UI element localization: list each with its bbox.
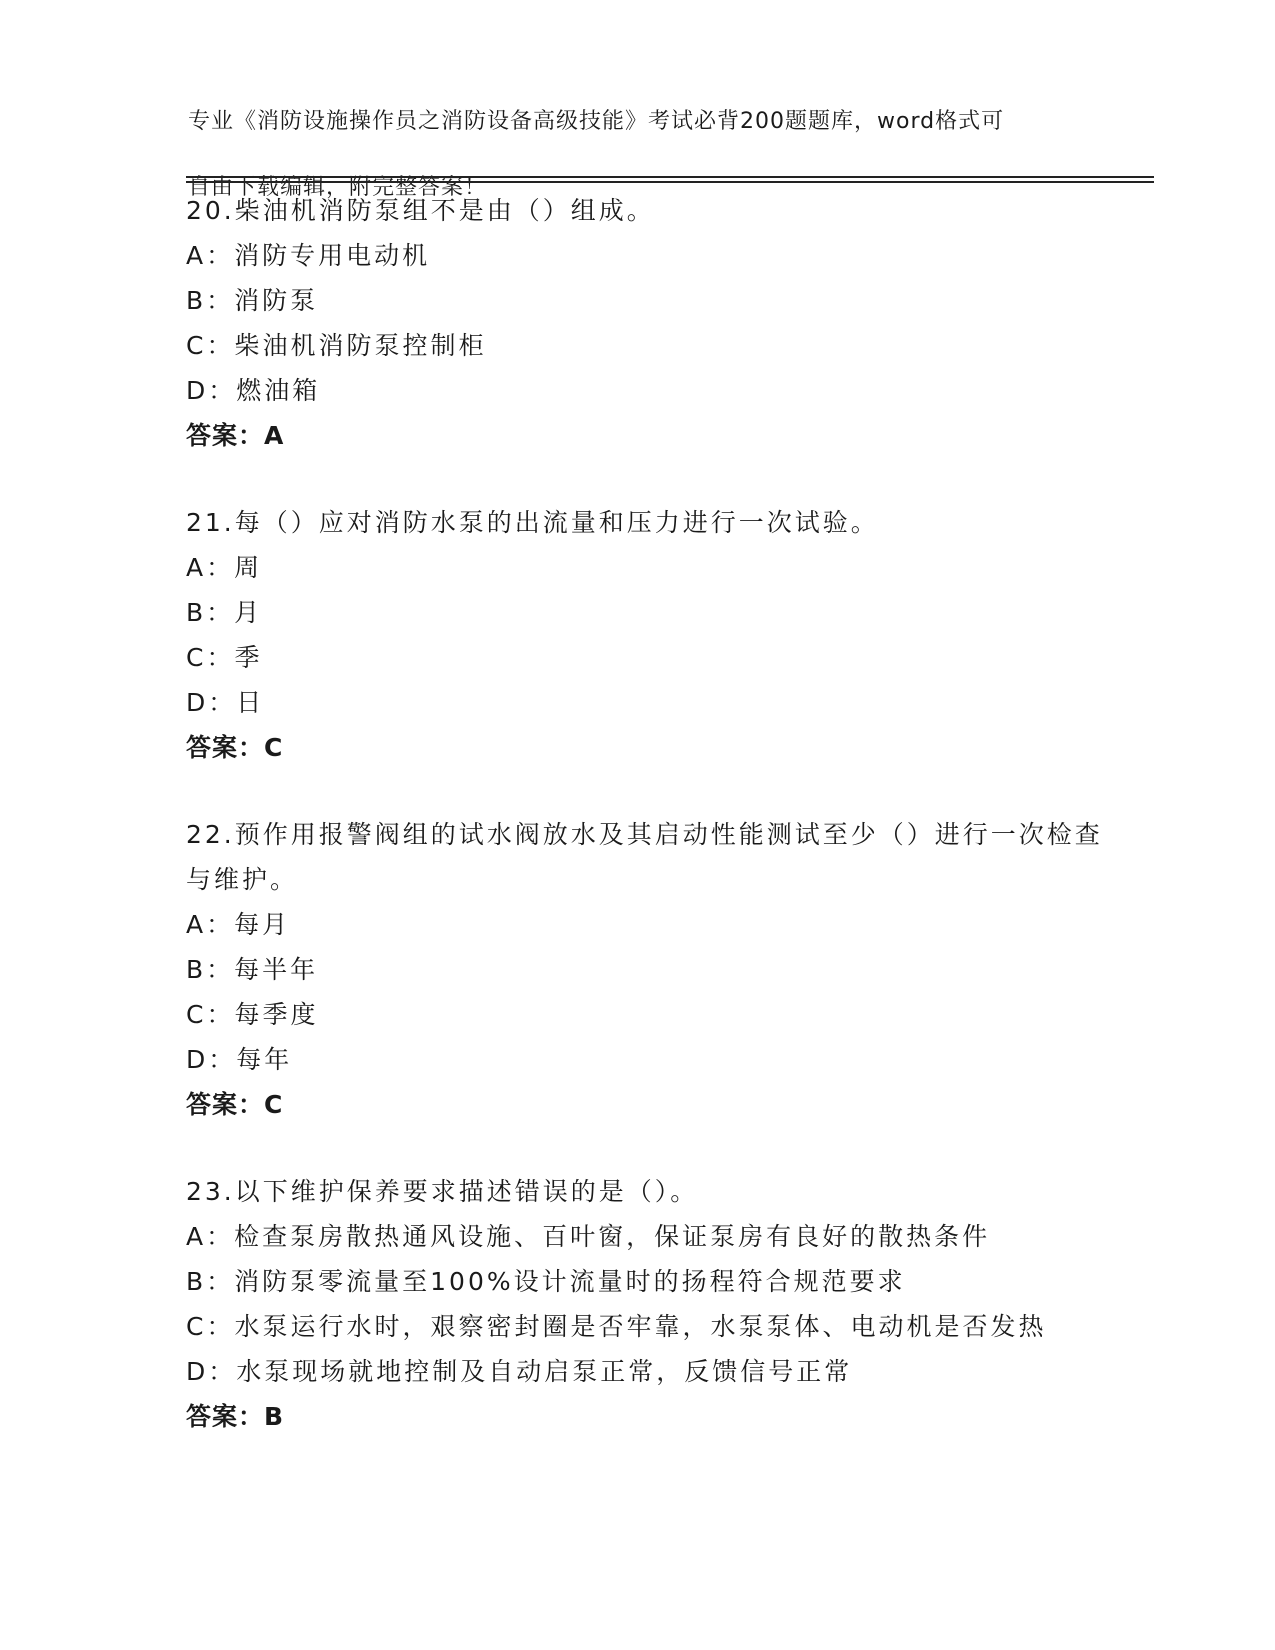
option-a: A：每月 [186,910,291,939]
option-a: A：消防专用电动机 [186,241,431,270]
option-b: B：月 [186,598,263,627]
answer-line: 答案：C [186,733,284,762]
question-stem: 20.柴油机消防泵组不是由（）组成。 [186,196,655,225]
question-stem: 21.每（）应对消防水泵的出流量和压力进行一次试验。 [186,508,879,537]
option-c: C：季 [186,643,263,672]
option-c: C：柴油机消防泵控制柜 [186,331,487,360]
header-divider-top [186,176,1154,178]
header-line-1: 专业《消防设施操作员之消防设备高级技能》考试必背200题题库，word格式可 [188,109,1005,134]
option-b: B：消防泵 [186,286,319,315]
question-22 [186,812,1106,1127]
question-20 [186,188,1106,458]
option-d: D：水泵现场就地控制及自动启泵正常，反馈信号正常 [186,1357,853,1386]
option-d: D：日 [186,688,265,717]
option-b: B：每半年 [186,955,319,984]
question-stem: 22.预作用报警阀组的试水阀放水及其启动性能测试至少（）进行一次检查与维护。 [186,820,1103,894]
option-c: C：水泵运行水时，艰察密封圈是否牢靠，水泵泵体、电动机是否发热 [186,1312,1047,1341]
question-21 [186,500,1106,770]
question-stem: 23.以下维护保养要求描述错误的是（）。 [186,1177,699,1206]
option-d: D：每年 [186,1045,293,1074]
answer-line: 答案：B [186,1402,285,1431]
option-b: B：消防泵零流量至100%设计流量时的扬程符合规范要求 [186,1267,906,1296]
answer-line: 答案：A [186,421,285,450]
option-a: A：检查泵房散热通风设施、百叶窗，保证泵房有良好的散热条件 [186,1222,991,1251]
question-list [186,188,1106,1481]
question-23 [186,1169,1106,1439]
option-c: C：每季度 [186,1000,319,1029]
header-divider-bottom [186,181,1154,183]
option-d: D：燃油箱 [186,376,321,405]
header-line-2: 自由下载编辑，附完整答案！ [188,175,488,200]
option-a: A：周 [186,553,263,582]
answer-line: 答案：C [186,1090,284,1119]
